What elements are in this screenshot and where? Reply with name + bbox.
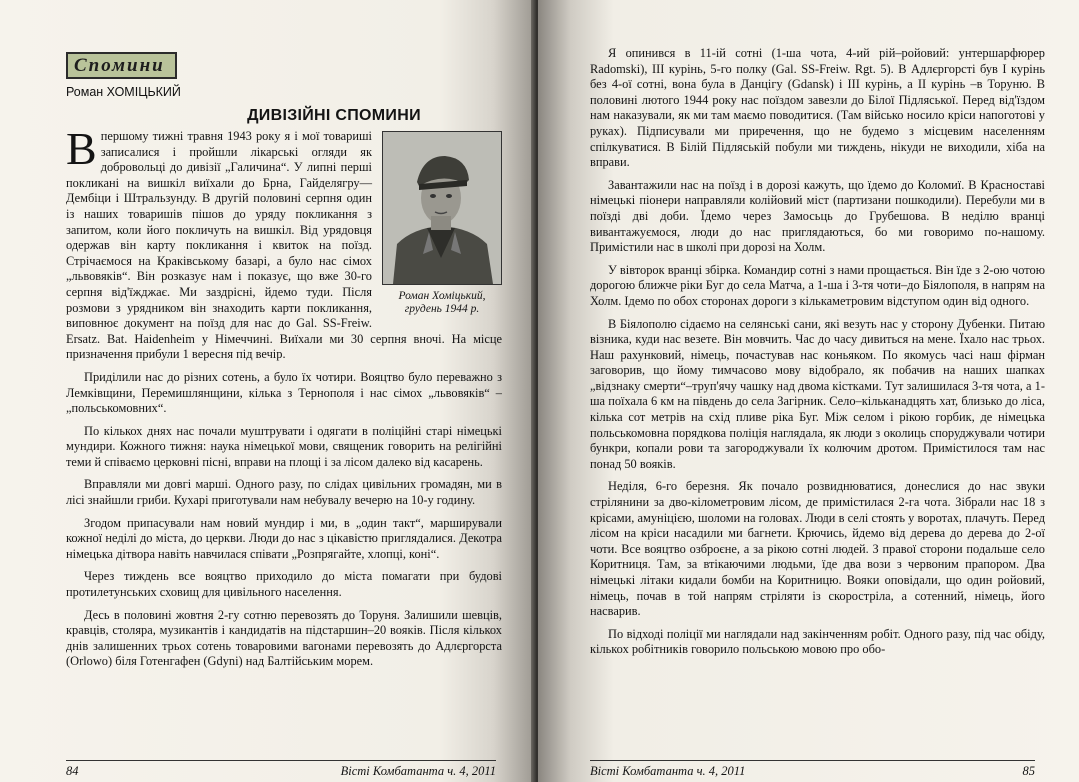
paragraph: Завантажили нас на поїзд і в дорозі кажуть, що їдемо до Коломиї. В Красноставі німецькі піонери направляли колійовий міст (партизани пошкодили). Перебули ми в поїзді дві доби. Їдемо через Замосьць до Грубешова. В неділю вранці вивантажуємося, люди до нас приглядаються, бо ми говоримо по-нашому. Примістили нас в школі при дорозі на Холм. xyxy=(590,177,1045,255)
paragraph: Я опинився в 11-ій сотні (1-ша чота, 4-ий рій–ройовий: унтершарфюрер Radomski), III курінь, 5-го полку (Gal. SS-Freiw. Rgt. 5). В Адлєргорсті був I курінь без 4-ої сотні, вона була в Данцігу (Gdansk) і III курінь, а II курінь –в Торуню. В половині лютого 1944 року нас поїздом завезли до Білої Підляської. Перед від'їздом нам наказували, як ми там маємо поводитися. (Там військо носило кріси напоготові у руках). Підписували ми приречення, що не будемо з місцевим населенням спілкуватися. В Білій Підляській побули ми тиждень, нікуди не виходили, хіба на вправи. xyxy=(590,46,1045,170)
paragraph: Згодом припасували нам новий мундир і ми, в „один такт“, марширували кожної неділі до міста, до церкви. Люди до нас з цікавістю приглядалися. Декотра німецька дітвора навіть навчилася співати „Розпрягайте, хлопці, коні“. xyxy=(66,515,502,561)
journal-title: Вісті Комбатанта ч. 4, 2011 xyxy=(340,764,496,778)
article-title: ДИВІЗІЙНІ СПОМИНИ xyxy=(247,107,421,124)
author-name: Роман ХОМІЦЬКИЙ xyxy=(66,85,181,99)
photo-block xyxy=(382,131,502,316)
dropcap-letter: В xyxy=(66,123,97,174)
paragraph: Через тиждень все вояцтво приходило до міста помагати при будові протилетунських сховищ для цивільного населення. xyxy=(66,569,502,600)
right-page xyxy=(538,0,1079,782)
paragraph-text: першому тижні травня 1943 року я і мої товариші записалися і пройшли лікарські огляди як добровольці до дивізії „Галичина“. У липні перші покликані на вишкіл виїхали до Брна, Гайделягру—Дембіци і Штральзунду. В другій половині серпня один із наших товаришів пішов до уряду покликання з запитом, коли його покличуть на вишкіл. Від урядовця одержав він карту покликання і квиток на поїзд. Стрічаємося на Краківському базарі, а було нас сімох „львовяків“. Він розказує нам і показує, що вже 30-го серпня від'їжджає. Ми заздрісні, йдемо туди. Після розмови з урядником він знаходить карти покликання, виповнює документ на поїзд для нас до Gal. SS-Freiw. Ersatz. Bat. Haidenheim у Німеччині. Виїхали ми 30 серпня вночі. На місце призначення прибули 1 вересня під вечір. xyxy=(66,129,502,362)
portrait-silhouette-icon xyxy=(383,132,501,284)
page-number: 84 xyxy=(66,764,79,778)
page-number: 85 xyxy=(1022,764,1035,778)
paragraph: Десь в половині жовтня 2-гу сотню перевозять до Торуня. Залишили шевців, кравців, столяра, музикантів і кандидатів на підстаршин–20 вояків. Після кількох днів залишенних трьох сотень товаровими вагонами перевозять до Адлєргорста (Orlowo) біля Готенгафен (Gdyni) над Балтійським морем. xyxy=(66,607,502,669)
paragraph: У вівторок вранці збірка. Командир сотні з нами прощається. Він їде з 2-ою чотою дорогою ближче ріки Буг до села Матча, а 1-ша і 3-тя чоти–до Біялополя, в напрям на Холм. Ідемо по обох сторонах дороги з кількаметровим відступом один від одного. xyxy=(590,262,1045,308)
paragraph: По відході поліції ми наглядали над закінченням робіт. Одного разу, під час обіду, кількох робітників говорило польською мовою про обо- xyxy=(590,626,1045,657)
paragraph: По кількох днях нас почали муштрувати і одягати в поліційні старі німецькі мундири. Кожного тижня: наука німецької мови, священик говорить на релігійні теми й співаємо церковні пісні, вправи на площі і за лісом далеко від касарень. xyxy=(66,423,502,469)
portrait-photo xyxy=(382,131,502,285)
caption-line-2: грудень 1944 р. xyxy=(404,303,480,315)
right-footer xyxy=(590,760,1035,778)
caption-line-1: Роман Хоміцький, xyxy=(398,290,486,302)
section-label: Спомини xyxy=(66,52,177,79)
journal-title: Вісті Комбатанта ч. 4, 2011 xyxy=(590,764,746,778)
left-page xyxy=(0,0,536,782)
paragraph: Вправляли ми довгі марші. Одного разу, по слідах цивільних громадян, ми в лісі знайшли гриби. Кухарі приготували нам небувалу вечерю на 10-у годину. xyxy=(66,477,502,508)
photo-caption xyxy=(382,290,502,316)
paragraph: Неділя, 6-го березня. Як почало розвиднюватися, донеслися до нас звуки стрілянини за дво-кілометровим лісом, де примістилася 2-га чота. Зібрали нас 18 з крісами, амуніцією, шоломи на головах. Люди в селі стоять у воротах, плачуть. Перед лісом на кріси насадили ми багнети. Крючись, йдемо від дерева до дерева до 2-ої чоти. Все вояцтво озброєне, а за рікою сотні людей. З правої сторони подальше село Коритниця. Там, за втікаючими людьми, їде два вози з червоним прапором. Два німецькі літаки кидали бомби на Коритницю. Вояки оповідали, що один ройовий, німець, почав в той напрям стріляти із скорострілa, а сотенний, німець, його насварив. xyxy=(590,479,1045,619)
paragraph: Приділили нас до різних сотень, а було їх чотири. Вояцтво було переважно з Лемківщини, Перемишлянщини, кілька з Тернополя і нас сімох „львовяків“ –„польськомовних“. xyxy=(66,369,502,416)
left-footer xyxy=(66,760,496,778)
paragraph: В Біялополю сідаємо на селянські сани, які везуть нас у сторону Дубенки. Питаю візника, куди нас везете. Він мовчить. Час до часу дивиться на мене. Їхало нас трьох. Наш рахунковий, німець, почастував нас коньяком. По якомусь часі наш фірман заговорив, що йому тимчасово мову відобрало, як побачив на наших шапках „відзнаку смерти“–труп'ячу чашку над двома кістками. Тут залишилася 3-тя чота, а 1-ша поїхала 6 км на південь до села Загірник. Село–кільканадцять хат, близько до ліса, кілька сот метрів на схід пливе ріка Буг. Між селом і рікою горбик, де німецька польськомовна порядкова поліція наглядала, як люди з околиць споруджували чотири бункри, копали рови та загороджували їх колючим дротом. Примістилося там нас понад 50 вояків. xyxy=(590,316,1045,471)
